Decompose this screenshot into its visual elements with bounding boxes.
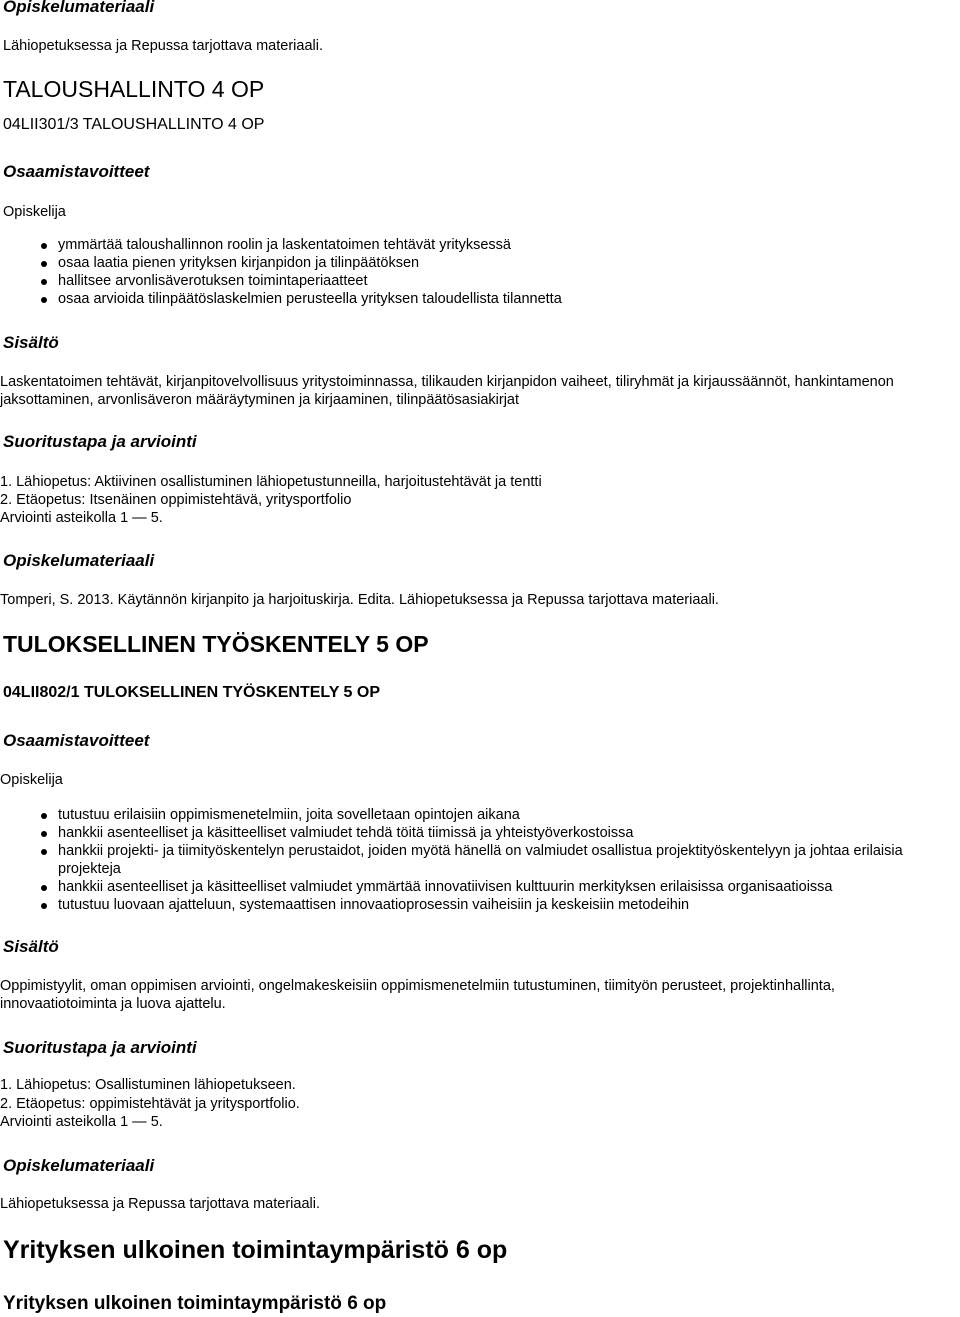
list-item: ymmärtää taloushallinnon roolin ja laskentatoimen tehtävät yrityksessä <box>58 237 511 253</box>
list-item: hankkii projekti- ja tiimityöskentelyn perustaidot, joiden myötä hänellä on valmiudet osallistua projektityöskentelyyn ja johtaa erilaisia <box>58 843 903 859</box>
course-code-title-yrityksen-ulkoinen-toimintaymparisto: Yrityksen ulkoinen toimintaympäristö 6 op <box>3 1293 387 1314</box>
list-item-continuation: projekteja <box>58 861 121 877</box>
materials-heading: Opiskelumateriaali <box>3 551 155 570</box>
materials-heading-top: Opiskelumateriaali <box>3 0 155 16</box>
assessment-line: 1. Lähiopetus: Osallistuminen lähiopetukseen. <box>0 1077 296 1093</box>
assessment-heading: Suoritustapa ja arviointi <box>3 432 197 451</box>
content-line: Oppimistyylit, oman oppimisen arviointi, ongelmakeskeisiin oppimismenetelmiin tutustuminen, tiimityön perusteet, projektinhallinta, <box>0 978 835 994</box>
materials-text-top: Lähiopetuksessa ja Repussa tarjottava materiaali. <box>3 38 323 54</box>
objectives-heading: Osaamistavoitteet <box>3 731 150 750</box>
bullet-icon <box>41 261 47 267</box>
content-heading: Sisältö <box>3 333 59 352</box>
course-title-yrityksen-ulkoinen-toimintaymparisto: Yrityksen ulkoinen toimintaympäristö 6 op <box>3 1236 508 1264</box>
content-line: innovaatiotoiminta ja luova ajattelu. <box>0 996 226 1012</box>
list-item: hankkii asenteelliset ja käsitteelliset valmiudet tehdä töitä tiimissä ja yhteistyöverkostoissa <box>58 825 634 841</box>
content-line: jaksottaminen, arvonlisäveron määräytyminen ja kirjaaminen, tilinpäätösasiakirjat <box>0 392 520 408</box>
student-label: Opiskelija <box>3 204 66 220</box>
bullet-icon <box>41 903 47 909</box>
materials-heading: Opiskelumateriaali <box>3 1156 155 1175</box>
list-item: hankkii asenteelliset ja käsitteelliset valmiudet ymmärtää innovatiivisen kulttuurin merkityksen erilaisissa organisaatioissa <box>58 879 833 895</box>
assessment-line: 1. Lähiopetus: Aktiivinen osallistuminen lähiopetustunneilla, harjoitustehtävät ja tentti <box>0 474 542 490</box>
bullet-icon <box>41 885 47 891</box>
materials-text: Lähiopetuksessa ja Repussa tarjottava materiaali. <box>0 1196 320 1212</box>
course-code-title-tuloksellinen-tyoskentely: 04LII802/1 TULOKSELLINEN TYÖSKENTELY 5 OP <box>3 684 380 701</box>
assessment-line: 2. Etäopetus: Itsenäinen oppimistehtävä, yritysportfolio <box>0 492 352 508</box>
bullet-icon <box>41 279 47 285</box>
list-item: tutustuu luovaan ajatteluun, systemaattisen innovaatioprosessin vaiheisiin ja keskeisiin metodeihin <box>58 897 690 913</box>
student-label: Opiskelija <box>0 772 63 788</box>
bullet-icon <box>41 243 47 249</box>
assessment-line: Arviointi asteikolla 1 — 5. <box>0 510 163 526</box>
assessment-heading: Suoritustapa ja arviointi <box>3 1038 197 1057</box>
bullet-icon <box>41 813 47 819</box>
materials-text: Tomperi, S. 2013. Käytännön kirjanpito ja harjoituskirja. Edita. Lähiopetuksessa ja Repussa tarjottava materiaali. <box>0 592 719 608</box>
assessment-line: 2. Etäopetus: oppimistehtävät ja yritysportfolio. <box>0 1096 300 1112</box>
course-code-title-taloushallinto: 04LII301/3 TALOUSHALLINTO 4 OP <box>3 116 265 133</box>
course-title-taloushallinto: TALOUSHALLINTO 4 OP <box>3 76 265 102</box>
content-heading: Sisältö <box>3 937 59 956</box>
bullet-icon <box>41 849 47 855</box>
list-item: hallitsee arvonlisäverotuksen toimintaperiaatteet <box>58 273 368 289</box>
assessment-line: Arviointi asteikolla 1 — 5. <box>0 1114 163 1130</box>
list-item: tutustuu erilaisiin oppimismenetelmiin, joita sovelletaan opintojen aikana <box>58 807 520 823</box>
content-line: Laskentatoimen tehtävät, kirjanpitovelvollisuus yritystoiminnassa, tilikauden kirjanpidon vaiheet, tiliryhmät ja kirjaussäännöt, hankintamenon <box>0 374 894 390</box>
bullet-icon <box>41 831 47 837</box>
bullet-icon <box>41 297 47 303</box>
list-item: osaa arvioida tilinpäätöslaskelmien perusteella yrityksen taloudellista tilannetta <box>58 291 562 307</box>
objectives-heading: Osaamistavoitteet <box>3 162 150 181</box>
course-title-tuloksellinen-tyoskentely: TULOKSELLINEN TYÖSKENTELY 5 OP <box>3 631 429 657</box>
list-item: osaa laatia pienen yrityksen kirjanpidon ja tilinpäätöksen <box>58 255 420 271</box>
